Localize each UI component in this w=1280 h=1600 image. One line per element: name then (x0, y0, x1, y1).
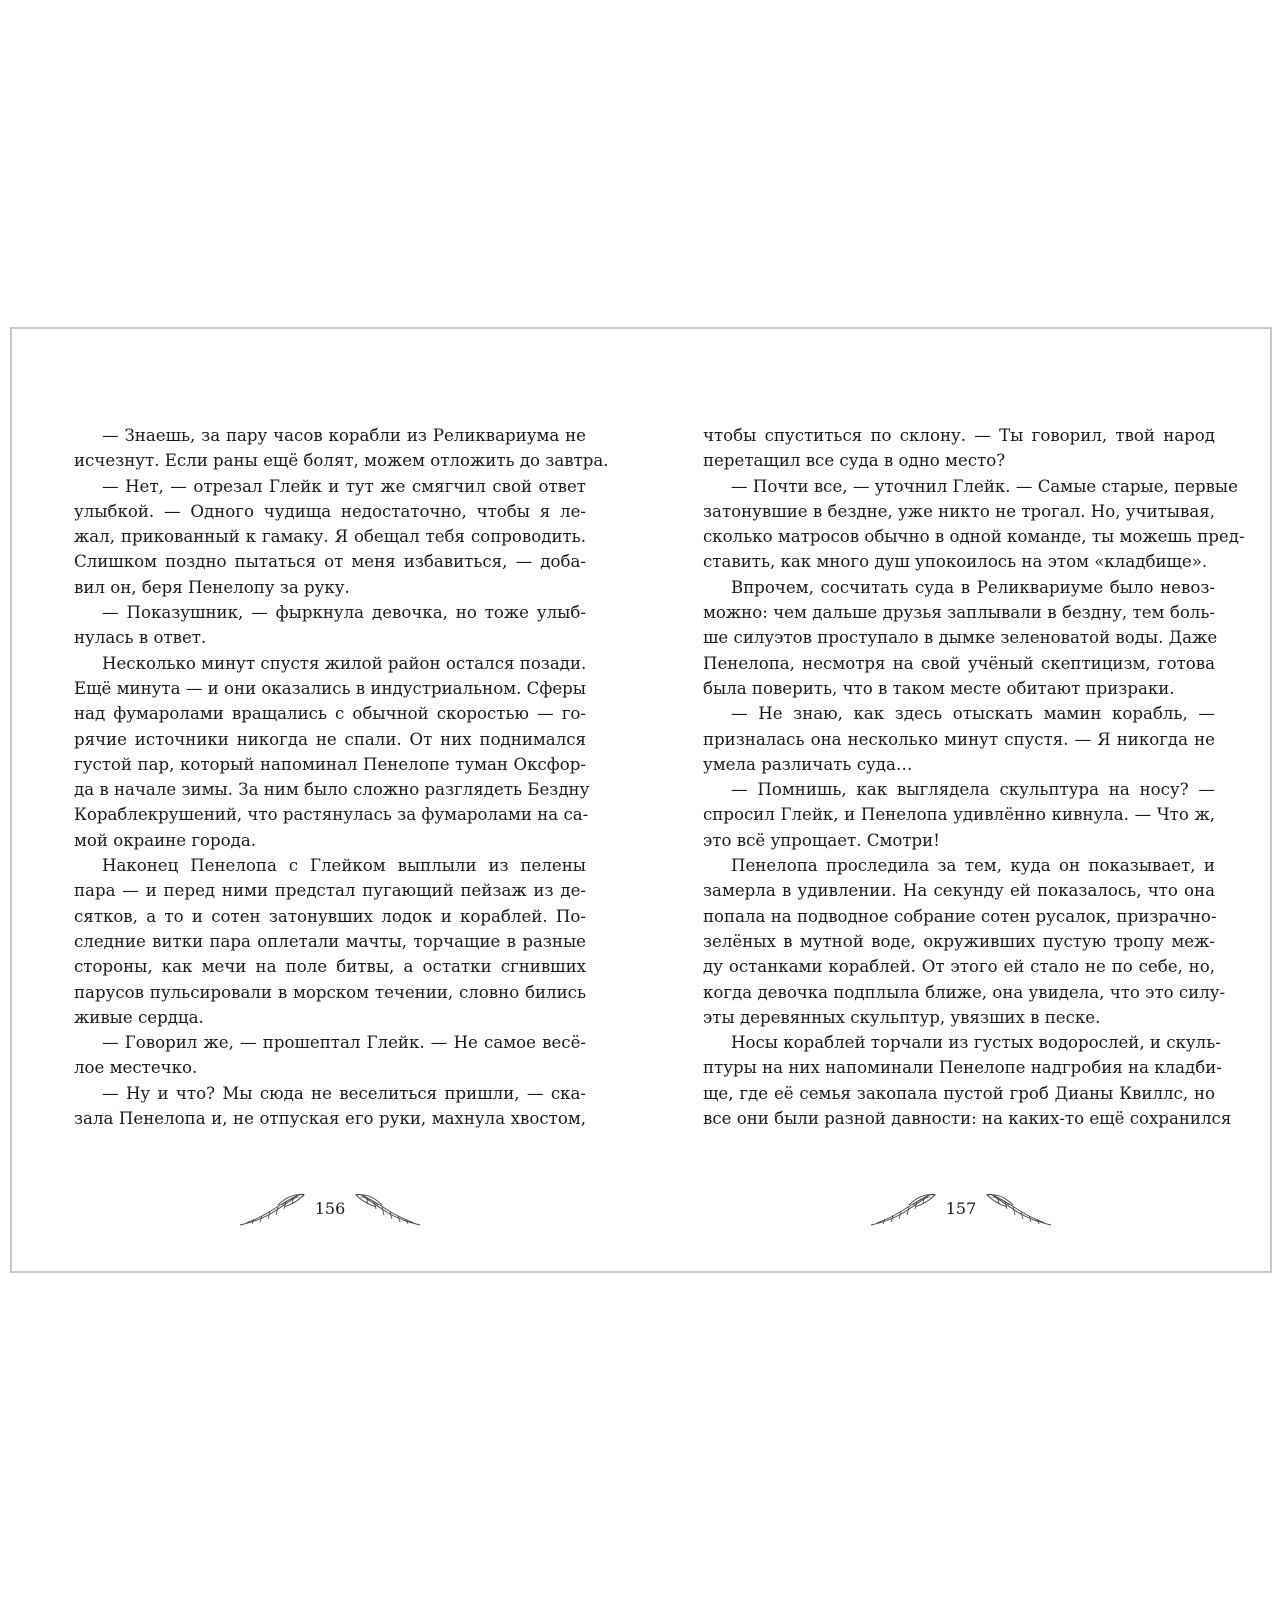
text-line: затонувшие в бездне, уже никто не трогал. Но, учитывая, (703, 501, 1215, 521)
text-line: спросил Глейк, и Пенелопа удивлённо кивнула. — Что ж, (703, 805, 1215, 825)
right-page (643, 329, 1274, 1271)
left-page-folio (230, 1187, 430, 1233)
text-line: следние витки пара оплетали мачты, торчащие в разные (74, 931, 586, 951)
text-line: да в начале зимы. За ним было сложно разглядеть Бездну (74, 780, 590, 800)
text-line: стороны, как мечи на поле битвы, а остатки сгнивших (74, 957, 586, 977)
text-line: все они были разной давности: на каких-то ещё сохранился (703, 1109, 1232, 1129)
text-line: ду останками кораблей. От этого ей стало не по себе, но, (703, 957, 1215, 977)
text-line: — Помнишь, как выглядела скульптура на носу? — (731, 780, 1215, 800)
page-number: 157 (945, 1199, 977, 1218)
text-line: Пенелопа проследила за тем, куда он показывает, и (731, 856, 1215, 876)
text-line: Слишком поздно пытаться от меня избавиться, — доба- (74, 552, 586, 572)
text-line: над фумаролами вращались с обычной скоростью — го- (74, 704, 586, 724)
text-line: вил он, беря Пенелопу за руку. (74, 577, 350, 597)
text-line: ставить, как много душ упокоилось на этом «кладбище». (703, 552, 1208, 572)
right-page-folio (861, 1187, 1061, 1233)
text-line: зала Пенелопа и, не отпуская его руки, махнула хвостом, (74, 1109, 586, 1129)
seashell-flourish-icon (352, 1191, 422, 1227)
text-line: густой пар, который напоминал Пенелопе туман Оксфор- (74, 754, 586, 774)
text-line: ще, где её семья закопала пустой гроб Дианы Квиллс, но (703, 1083, 1215, 1103)
text-line: попала на подводное собрание сотен русалок, призрачно- (703, 906, 1217, 926)
text-line: мой окраине города. (74, 830, 257, 850)
text-line: Носы кораблей торчали из густых водорослей, и скуль- (731, 1033, 1221, 1053)
text-line: Несколько минут спустя жилой район остался позади. (102, 653, 587, 673)
text-line: Ещё минута — и они оказались в индустриальном. Сферы (74, 678, 586, 698)
text-line: парусов пульсировали в морском течении, словно бились (74, 982, 586, 1002)
text-line: пара — и перед ними предстал пугающий пейзаж из де- (74, 881, 586, 901)
text-line: когда девочка подплыла ближе, она увидела, что это силу- (703, 982, 1226, 1002)
text-line: зелёных в мутной воде, окруживших пустую тропу меж- (703, 931, 1215, 951)
text-line: Пенелопа, несмотря на свой учёный скептицизм, готова (703, 653, 1215, 673)
text-line: это всё упрощает. Смотри! (703, 830, 940, 850)
text-line: Наконец Пенелопа с Глейком выплыли из пелены (102, 856, 586, 876)
text-line: лое местечко. (74, 1058, 198, 1078)
text-line: Впрочем, сосчитать суда в Реликвариуме было невоз- (731, 577, 1215, 597)
text-line: Кораблекрушений, что растянулась за фумаролами на са- (74, 805, 589, 825)
text-line: — Знаешь, за пару часов корабли из Реликвариума не (102, 426, 586, 445)
text-line: замерла в удивлении. На секунду ей показалось, что она (703, 881, 1215, 901)
text-line: жал, прикованный к гамаку. Я обещал тебя сопроводить. (74, 527, 586, 547)
text-line: эты деревянных скульптур, увязших в песке. (703, 1007, 1101, 1027)
text-line: улыбкой. — Одного чудища недостаточно, чтобы я ле- (74, 501, 586, 521)
text-line: чтобы спуститься по склону. — Ты говорил, твой народ (703, 426, 1215, 445)
text-line: — Ну и что? Мы сюда не веселиться пришли, — ска- (102, 1083, 586, 1103)
left-page (12, 329, 643, 1271)
text-line: нулась в ответ. (74, 628, 207, 648)
text-line: живые сердца. (74, 1007, 204, 1027)
left-page-text (74, 423, 609, 1131)
text-line: можно: чем дальше друзья заплывали в бездну, тем боль- (703, 603, 1215, 623)
text-line: призналась она несколько минут спустя. — Я никогда не (703, 729, 1215, 749)
page-number: 156 (314, 1199, 346, 1218)
text-line: — Не знаю, как здесь отыскать мамин корабль, — (731, 704, 1215, 724)
text-line: птуры на них напоминали Пенелопе надгробия на кладби- (703, 1058, 1222, 1078)
text-line: перетащил все суда в одно место? (703, 451, 1006, 471)
text-line: — Нет, — отрезал Глейк и тут же смягчил свой ответ (102, 476, 586, 496)
text-line: умела различать суда… (703, 754, 913, 774)
seashell-flourish-icon (983, 1191, 1053, 1227)
right-page-text (703, 423, 1245, 1131)
text-line: сколько матросов обычно в одной команде, ты можешь пред- (703, 527, 1245, 547)
text-line: — Показушник, — фыркнула девочка, но тоже улыб- (102, 603, 586, 623)
book-spread (10, 327, 1272, 1273)
text-line: сятков, а то и сотен затонувших лодок и кораблей. По- (74, 906, 586, 926)
text-line: была поверить, что в таком месте обитают призраки. (703, 678, 1175, 698)
text-line: исчезнут. Если раны ещё болят, можем отложить до завтра. (74, 451, 609, 471)
text-line: ше силуэтов проступало в дымке зеленоватой воды. Даже (703, 628, 1218, 648)
text-line: рячие источники никогда не спали. От них поднимался (74, 729, 586, 749)
text-line: — Говорил же, — прошептал Глейк. — Не самое весё- (102, 1033, 586, 1053)
text-line: — Почти все, — уточнил Глейк. — Самые старые, первые (731, 476, 1238, 496)
